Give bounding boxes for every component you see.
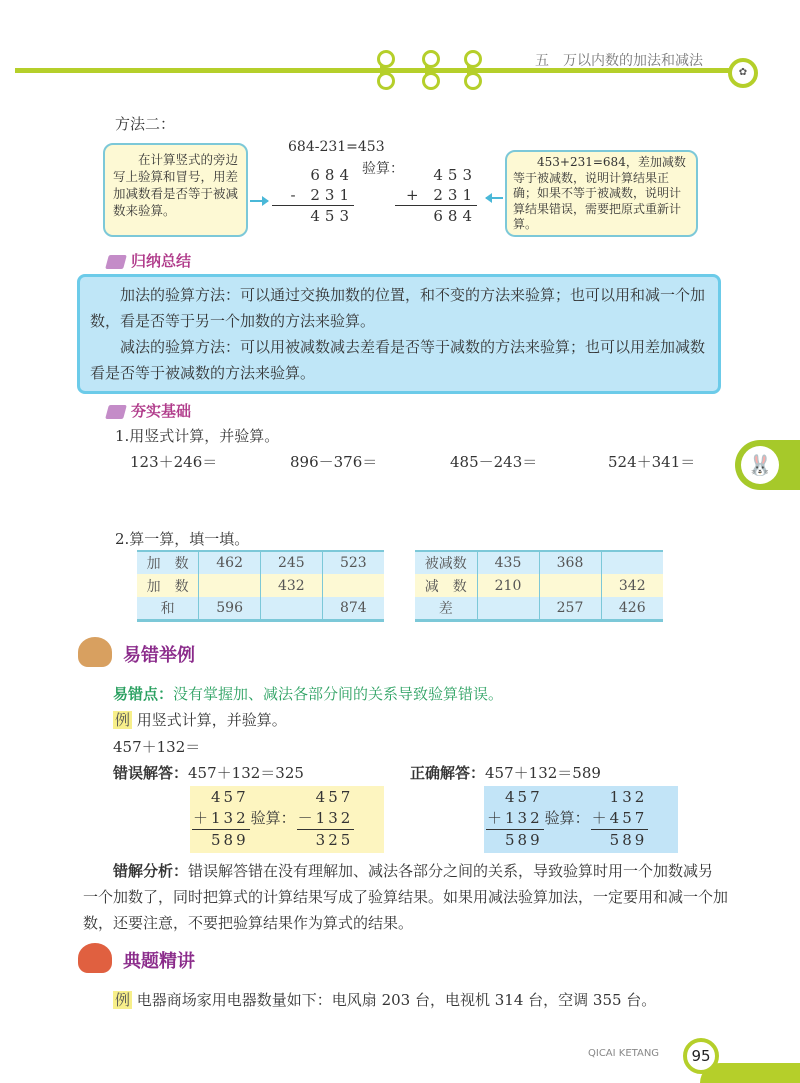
summary-heading: 归纳总结 [107,250,191,271]
typical-heading: 典题精讲 [123,951,195,972]
example-tag: 例 [115,991,131,1009]
sub-vertical: 684 - 231 453 [272,165,354,226]
problem: 457＋132＝ [113,738,201,756]
summary-add: 加法的验算方法：可以通过交换加数的位置，和不变的方法来验算；也可以用和减一个加数，看是否等于另一个加数的方法来验算。 [90,286,706,330]
q1-item: 123＋246＝ [130,453,218,471]
basics-heading: 夯实基础 [107,400,191,421]
arrow-right-icon [250,200,268,202]
q1-item: 485－243＝ [450,453,538,471]
arrow-left-icon [486,197,503,199]
page-number: 95 [683,1038,719,1074]
book-icon [105,405,127,419]
rabbit-tab [735,440,800,490]
binder-pin-icon [380,54,386,86]
left-note: 在计算竖式的旁边写上验算和冒号，用差加减数看是否等于被减数来验算。 [103,143,248,237]
question-1: 1.用竖式计算，并验算。 [115,427,280,445]
q1-item: 524＋341＝ [608,453,696,471]
example: 例 用竖式计算，并验算。 [115,711,287,729]
mascot-icon [78,637,112,667]
mascot-icon [78,943,112,973]
wrong-calc-box: 457 457 ＋132 验算： －132 589 325 [190,786,384,853]
equation: 684-231=453 [288,139,385,155]
mistake-point: 易错点：没有掌握加、减法各部分间的关系导致验算错误。 [113,685,504,703]
analysis: 错解分析：错误解答错在没有理解加、减法各部分之间的关系，导致验算时用一个加数减另一个加数了，同时把算式的计算结果写成了验算结果。如果用减法验算加法，一定要用和减一个加数，还要注意，不要把验算结果作为算式的结果。 [83,862,729,932]
summary-box [77,274,721,394]
rabbit-icon: 🐰 [741,446,779,484]
book-icon [105,255,127,269]
mistakes-heading: 易错举例 [123,645,195,666]
summary-sub: 减法的验算方法：可以用被减数减去差看是否等于减数的方法来验算；也可以用差加减数看是否等于被减数的方法来验算。 [90,338,706,382]
addition-table: 加 数 462 245 523 加 数 432 和 596 874 [137,550,384,622]
check-label: 验算： [362,161,404,177]
add-vertical: 453 + 231 684 [395,165,477,226]
example-tag: 例 [115,711,131,729]
wrong-answer: 错误解答：457＋132＝325 [113,764,304,782]
chapter-title: 五 万以内数的加法和减法 [535,53,703,69]
q1-item: 896－376＝ [290,453,378,471]
subtraction-table: 被减数 435 368 减 数 210 342 差 257 426 [415,550,663,622]
binder-pin-icon [425,54,431,86]
right-note: 453+231=684，差加减数等于被减数，说明计算结果正确；如果不等于被减数，说明计算结果错误，需要把原式重新计算。 [505,150,698,237]
right-calc-box: 457 132 ＋132 验算： ＋457 589 589 [484,786,678,853]
typical-example: 例 电器商场家用电器数量如下：电风扇 203 台，电视机 314 台，空调 355 台。 [115,991,657,1009]
bird-icon: ✿ [728,58,758,88]
question-2: 2.算一算，填一填。 [115,530,250,548]
binder-pin-icon [467,54,473,86]
right-answer: 正确解答：457＋132＝589 [410,764,601,782]
footer-brand: QICAI KETANG [588,1048,660,1059]
method-title: 方法二： [115,115,176,133]
